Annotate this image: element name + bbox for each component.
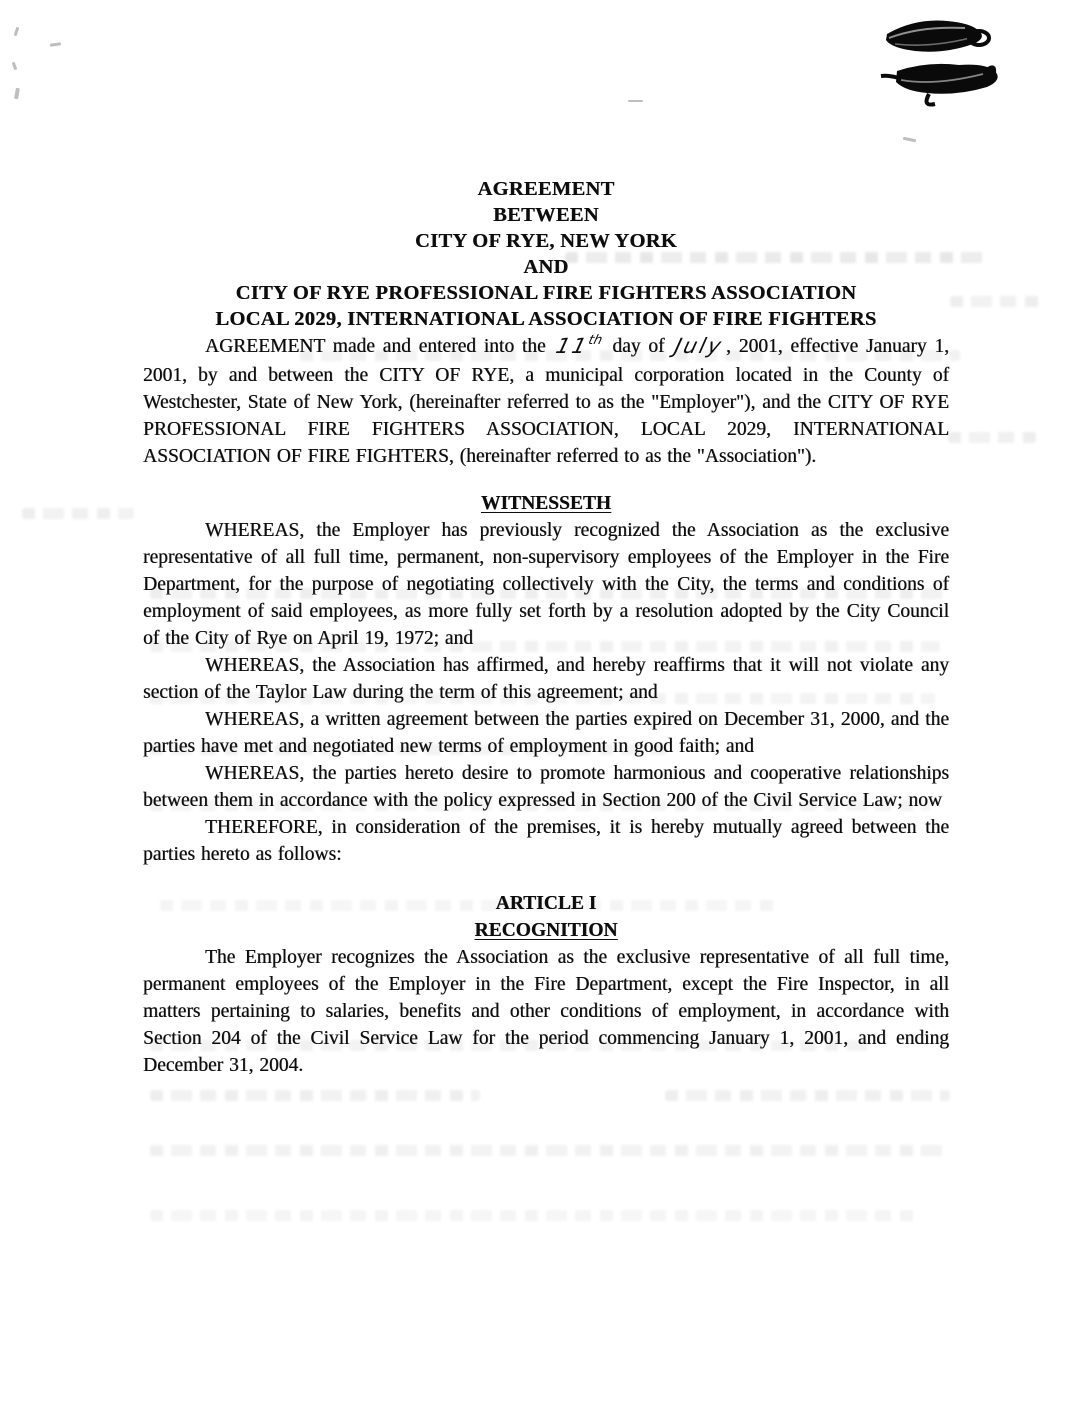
bleed-through-line bbox=[150, 1145, 945, 1156]
photocopy-speck bbox=[14, 88, 20, 100]
photocopy-speck bbox=[903, 137, 916, 143]
ink-scribble-redaction bbox=[875, 14, 1020, 109]
article-1-title: RECOGNITION bbox=[474, 920, 618, 941]
title-line: AGREEMENT bbox=[477, 178, 615, 200]
title-line: CITY OF RYE PROFESSIONAL FIRE FIGHTERS ASSOCIATION bbox=[235, 282, 857, 304]
article-1-number: ARTICLE I bbox=[495, 893, 597, 914]
bleed-through-line bbox=[665, 1090, 950, 1101]
photocopy-speck bbox=[628, 100, 643, 102]
bleed-through-line bbox=[150, 1210, 920, 1221]
bleed-through-line bbox=[950, 296, 1042, 307]
whereas-paragraph: WHEREAS, a written agreement between the parties expired on December 31, 2000, and the parties have met and negotiated new terms of employment in good faith; and bbox=[143, 709, 949, 757]
whereas-paragraph: WHEREAS, the parties hereto desire to promote harmonious and cooperative relationships between them in accordance with the policy expressed in Section 200 of the Civil Service Law; now bbox=[143, 763, 949, 811]
therefore-paragraph: THEREFORE, in consideration of the premises, it is hereby mutually agreed between the parties hereto as follows: bbox=[143, 817, 949, 865]
handwritten-day-number: 11 bbox=[553, 334, 592, 358]
photocopy-speck bbox=[50, 42, 61, 47]
document-title-block bbox=[143, 176, 949, 332]
article-1-body: The Employer recognizes the Association as the exclusive representative of all full time, permanent employees of the Employer in the Fire Department, except the Fire Inspector, in all matters pertaining to salaries, benefits and other conditions of employment, in accordance with Section 204 of the Civil Service Law for the period commencing January 1, 2001, and ending December 31, 2004. bbox=[143, 947, 949, 1076]
intro-text-post: , 2001, effective January 1, 2001, by and between the CITY OF RYE, a municipal corporation located in the County of Westchester, State of New York, (hereinafter referred to as the "Employer"), and the CITY OF RYE PROFESSIONAL FIRE FIGHTERS ASSOCIATION, LOCAL 2029, INTERNATIONAL ASSOCIATION OF FIRE FIGHTERS, (hereinafter referred to as the "Association"). bbox=[143, 336, 950, 467]
bleed-through-line bbox=[948, 432, 1036, 443]
bleed-through-line bbox=[150, 1090, 480, 1101]
whereas-paragraph: WHEREAS, the Association has affirmed, and hereby reaffirms that it will not violate any section of the Taylor Law during the term of this agreement; and bbox=[143, 655, 949, 703]
intro-text-mid: day of bbox=[604, 336, 673, 357]
handwritten-day-suffix: th bbox=[587, 333, 605, 348]
document-content bbox=[143, 176, 949, 1079]
bleed-through-line bbox=[22, 508, 134, 519]
photocopy-speck bbox=[14, 27, 20, 36]
witnesseth-heading: WITNESSETH bbox=[480, 493, 612, 514]
title-line: LOCAL 2029, INTERNATIONAL ASSOCIATION OF FIRE FIGHTERS bbox=[215, 308, 877, 330]
title-line: AND bbox=[523, 256, 569, 278]
title-line: BETWEEN bbox=[493, 204, 599, 226]
title-line: CITY OF RYE, NEW YORK bbox=[414, 230, 678, 252]
intro-text-pre: AGREEMENT made and entered into the bbox=[205, 336, 554, 357]
photocopy-speck bbox=[12, 62, 18, 71]
handwritten-month: July bbox=[672, 334, 727, 358]
whereas-paragraph: WHEREAS, the Employer has previously recognized the Association as the exclusive representative of all full time, permanent, non-supervisory employees of the Employer in the Fire Department, for the purpose of negotiating collectively with the City, the terms and conditions of employment of said employees, as more fully set forth by a resolution adopted by the City Council of the City of Rye on April 19, 1972; and bbox=[143, 520, 949, 649]
handwritten-day bbox=[550, 333, 609, 363]
intro-paragraph bbox=[143, 332, 949, 470]
